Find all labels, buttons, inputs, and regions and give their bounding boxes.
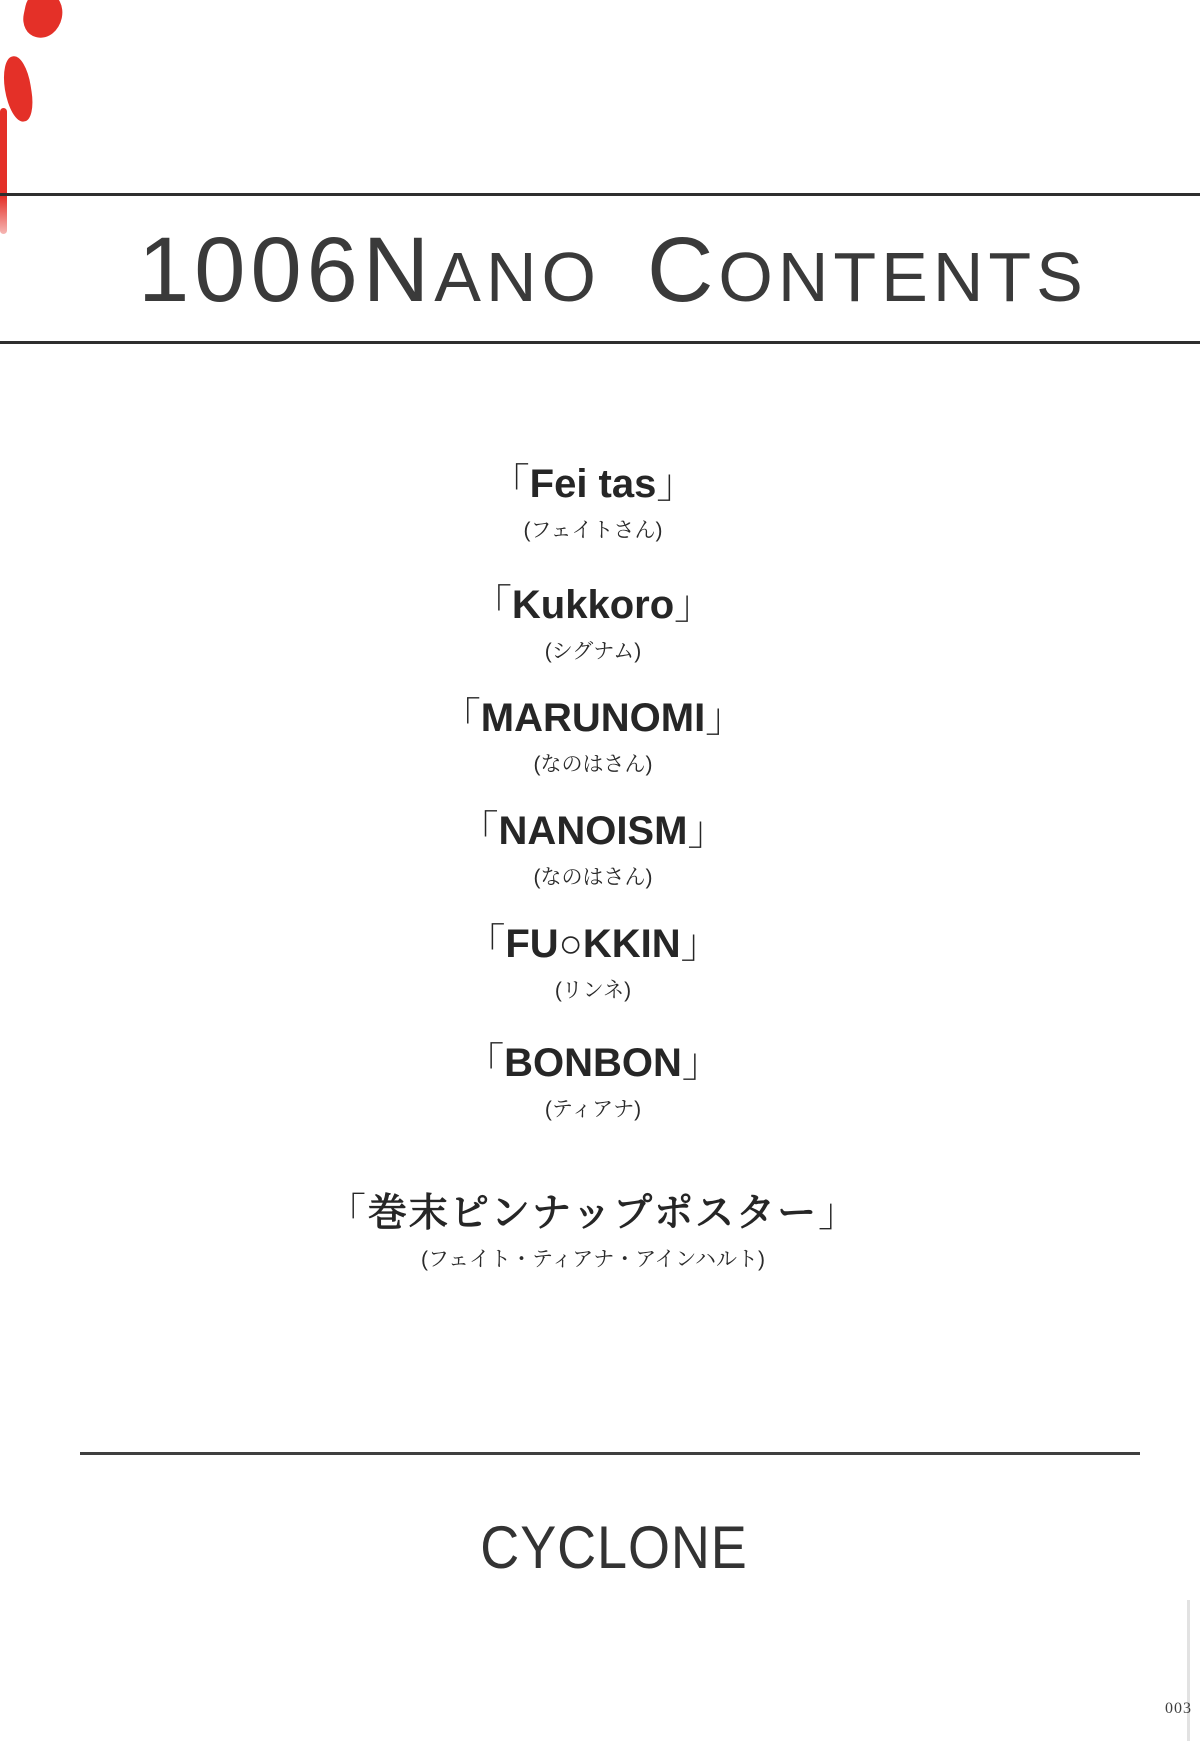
red-ink-stain-1	[20, 0, 67, 41]
toc-entry-title-text: Kukkoro	[511, 583, 675, 627]
red-ink-streak	[0, 108, 7, 234]
bracket-close: 」	[680, 922, 721, 966]
toc-entry	[0, 585, 1186, 662]
toc-entry-title-text: FU○KKIN	[505, 922, 681, 966]
toc-entry	[0, 464, 1186, 541]
divider-title-bottom	[0, 341, 1200, 344]
toc-entry-title	[0, 811, 1186, 851]
publisher-logo-text: CYCLONE	[480, 1514, 748, 1581]
bracket-close: 」	[687, 809, 728, 853]
toc-entry-title-text: Fei tas	[529, 462, 657, 506]
page-title-segment: C	[646, 219, 719, 321]
toc-entry-title	[0, 1043, 1186, 1083]
toc-entry-title	[0, 924, 1186, 964]
divider-footer	[80, 1452, 1140, 1455]
bracket-open: 「	[465, 922, 506, 966]
toc-entry-character: (フェイト・ティアナ・アインハルト)	[421, 1248, 765, 1271]
toc-entry-title	[0, 1194, 1186, 1233]
toc-entry-character: (ティアナ)	[544, 1098, 642, 1121]
page-number: 003	[1165, 1700, 1192, 1717]
toc-entry-character: (シグナム)	[544, 640, 642, 663]
divider-top	[0, 193, 1200, 196]
toc-entry	[0, 811, 1186, 888]
bracket-open: 「	[464, 1041, 505, 1085]
toc-entry-character: (フェイトさん)	[523, 519, 663, 542]
bracket-open: 「	[471, 583, 512, 627]
toc-entry-title	[0, 585, 1186, 625]
bracket-close: 」	[818, 1192, 860, 1235]
bracket-open: 「	[440, 696, 481, 740]
toc-entry-title	[0, 698, 1186, 738]
toc-entry-title	[0, 464, 1186, 504]
bracket-open: 「	[489, 462, 530, 506]
toc-entry	[0, 924, 1186, 1001]
page-title-segment: 1006N	[138, 219, 435, 321]
page-title	[0, 219, 1200, 321]
bracket-open: 「	[326, 1192, 368, 1235]
toc-entry	[0, 1043, 1186, 1120]
page-title-segment: ONTENTS	[718, 238, 1088, 316]
toc-entry-title-text: NANOISM	[498, 809, 688, 853]
toc-entry	[0, 1194, 1186, 1270]
toc-entry-character: (リンネ)	[554, 979, 632, 1002]
toc-entry-character: (なのはさん)	[533, 866, 653, 889]
bracket-open: 「	[458, 809, 499, 853]
bracket-close: 」	[656, 462, 697, 506]
bracket-close: 」	[674, 583, 715, 627]
toc-entry-title-text: 巻末ピンナップポスター	[367, 1192, 819, 1235]
toc-entry-character: (なのはさん)	[533, 753, 653, 776]
scan-edge-shadow	[1187, 1600, 1190, 1741]
bracket-close: 」	[681, 1041, 722, 1085]
toc-entry-title-text: BONBON	[504, 1041, 682, 1085]
toc-entry	[0, 698, 1186, 775]
page-title-segment: ANO	[434, 238, 601, 316]
toc-entry-title-text: MARUNOMI	[480, 696, 706, 740]
bracket-close: 」	[705, 696, 746, 740]
